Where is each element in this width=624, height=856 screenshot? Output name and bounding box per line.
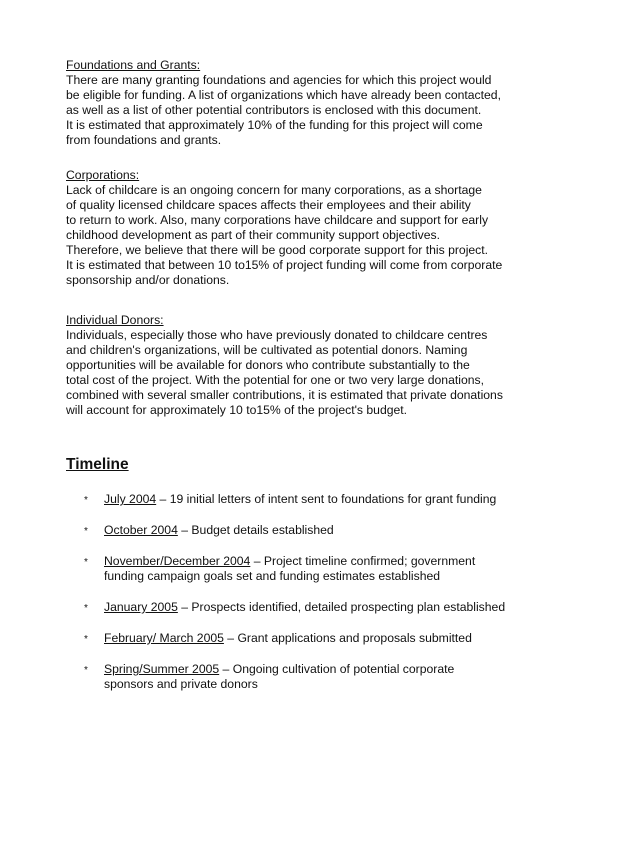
paragraph-line: Individuals, especially those who have previously donated to childcare centres [66, 328, 488, 342]
paragraph-line: be eligible for funding. A list of organizations which have already been contacted, [66, 88, 501, 102]
paragraph-line: total cost of the project. With the potential for one or two very large donations, [66, 373, 484, 387]
section-foundations [66, 58, 566, 148]
paragraph-line: combined with several smaller contributions, it is estimated that private donations [66, 388, 503, 402]
timeline-text: – Grant applications and proposals submitted [223, 631, 472, 645]
timeline-text: – 19 initial letters of intent sent to foundations for grant funding [156, 492, 497, 506]
timeline-text: – Budget details established [177, 523, 334, 537]
timeline-text: – Ongoing cultivation of potential corporate [219, 662, 455, 676]
timeline-date: November/December 2004 [104, 554, 251, 568]
timeline-date: February/ March 2005 [104, 631, 224, 645]
timeline-date: Spring/Summer 2005 [104, 662, 220, 676]
paragraph-line: opportunities will be available for donors who contribute substantially to the [66, 358, 470, 372]
timeline-item [84, 631, 574, 646]
timeline-list [84, 492, 574, 708]
section-heading: Corporations: [66, 168, 140, 182]
paragraph-line: It is estimated that approximately 10% of the funding for this project will come [66, 118, 483, 132]
bullet-icon: * [84, 665, 88, 676]
timeline-item [84, 662, 574, 692]
timeline-date: January 2005 [104, 600, 178, 614]
timeline-date: July 2004 [104, 492, 157, 506]
bullet-icon: * [84, 603, 88, 614]
timeline-heading: Timeline [66, 456, 129, 473]
timeline-item [84, 554, 574, 584]
paragraph-line: of quality licensed childcare spaces affects their employees and their ability [66, 198, 471, 212]
bullet-icon: * [84, 495, 88, 506]
paragraph-line: and children's organizations, will be cultivated as potential donors. Naming [66, 343, 468, 357]
timeline-item [84, 600, 574, 615]
timeline-item [84, 492, 574, 507]
timeline-text-continued: sponsors and private donors [104, 677, 258, 691]
bullet-icon: * [84, 634, 88, 645]
section-heading: Foundations and Grants: [66, 58, 201, 72]
timeline-text: – Project timeline confirmed; government [250, 554, 476, 568]
paragraph-line: will account for approximately 10 to15% of the project's budget. [66, 403, 408, 417]
paragraph-line: Therefore, we believe that there will be good corporate support for this project. [66, 243, 489, 257]
paragraph-line: as well as a list of other potential contributors is enclosed with this document. [66, 103, 482, 117]
paragraph-line: from foundations and grants. [66, 133, 222, 147]
timeline-text: – Prospects identified, detailed prospecting plan established [177, 600, 506, 614]
bullet-icon: * [84, 557, 88, 568]
bullet-icon: * [84, 526, 88, 537]
timeline-text-continued: funding campaign goals set and funding estimates established [104, 569, 441, 583]
paragraph-line: sponsorship and/or donations. [66, 273, 230, 287]
paragraph-line: There are many granting foundations and agencies for which this project would [66, 73, 492, 87]
section-individual-donors [66, 313, 566, 418]
timeline-date: October 2004 [104, 523, 178, 537]
timeline-item [84, 523, 574, 538]
section-heading: Individual Donors: [66, 313, 164, 327]
paragraph-line: childhood development as part of their community support objectives. [66, 228, 440, 242]
paragraph-line: to return to work. Also, many corporations have childcare and support for early [66, 213, 489, 227]
section-corporations [66, 168, 566, 288]
paragraph-line: Lack of childcare is an ongoing concern for many corporations, as a shortage [66, 183, 482, 197]
paragraph-line: It is estimated that between 10 to15% of project funding will come from corporate [66, 258, 503, 272]
